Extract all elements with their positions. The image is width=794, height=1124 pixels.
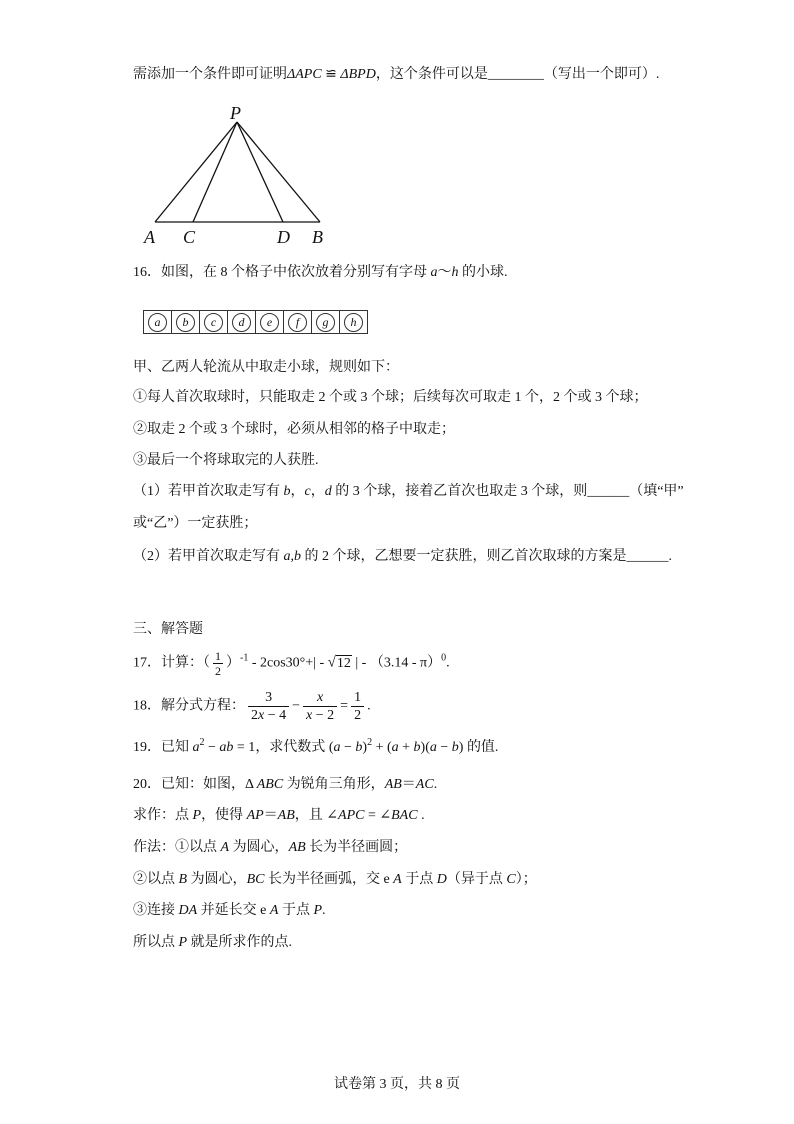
q19-seg: − — [436, 740, 452, 755]
q16-letter: b — [283, 484, 291, 499]
q19-var: a — [429, 740, 437, 755]
q20-seg: 为圆心， — [229, 840, 289, 855]
q16-letter: a — [430, 265, 438, 280]
q20-var: AB — [288, 840, 306, 855]
ball: f — [288, 313, 307, 332]
q16-rule-2: ②取走 2 个或 3 个球时，必须从相邻的格子中取走； — [133, 422, 455, 437]
q16-part1-seg: ， — [310, 484, 325, 499]
q16-part2 — [133, 547, 672, 567]
q18-var-x: x — [306, 708, 313, 723]
q16-part2-seg: , — [290, 549, 294, 564]
q20-seg: 所以点 — [133, 935, 179, 950]
q18-operator: − — [292, 698, 301, 714]
q19-seg: + ( — [372, 740, 392, 755]
page-footer: 试卷第 3 页，共 8 页 — [334, 1077, 460, 1092]
q15-delta: Δ — [287, 67, 296, 82]
q18-numerator: 1 — [351, 689, 364, 707]
q20-var: BC — [246, 872, 265, 887]
q20-seg: ，且 — [294, 808, 327, 823]
q17-paren: （ — [203, 655, 210, 671]
q18-var-x: x — [258, 708, 265, 723]
q19-var: a — [192, 740, 200, 755]
q20-seg: . — [322, 903, 326, 918]
ball: h — [344, 313, 363, 332]
q19-seg: 的值. — [463, 740, 499, 755]
q20-seg: ③连接 — [133, 903, 179, 918]
q16-intro — [133, 263, 508, 283]
q16-letter: b — [294, 549, 301, 564]
label-a: A — [144, 227, 155, 247]
q15-triangle-bpd: BPD — [348, 67, 376, 82]
q20-line-5 — [133, 901, 326, 921]
q20-var: BAC — [391, 808, 418, 823]
q19-var: b — [413, 740, 421, 755]
q20-triangle-sign: Δ — [245, 777, 257, 792]
q16-letter: a — [283, 549, 291, 564]
q18-denominator — [248, 707, 289, 724]
q20-seg: 为圆心， — [187, 872, 247, 887]
q19-var: a — [333, 740, 341, 755]
q19-seg: ) — [362, 740, 368, 755]
ball-grid — [143, 310, 368, 334]
ball: d — [232, 313, 251, 332]
q17 — [133, 649, 450, 678]
label-d: D — [277, 227, 290, 247]
q20-var: ABC — [256, 777, 284, 792]
q16-part2-answer-blank: ______ — [626, 549, 669, 564]
q16-intro-seg: 的小球. — [458, 265, 508, 280]
q18-numerator: 3 — [248, 689, 289, 707]
q16-part2-seg: . — [668, 549, 672, 564]
q16-rules-intro: 甲、乙两人轮流从中取走小球，规则如下： — [133, 360, 399, 375]
q20-seg: 20．已知：如图， — [133, 777, 245, 792]
ball: e — [260, 313, 279, 332]
q17-exponent: -1 — [240, 652, 249, 664]
q16-letter: d — [324, 484, 332, 499]
angle-icon: ∠ — [379, 808, 392, 823]
q20-seg: ②以点 — [133, 872, 179, 887]
triangle-figure — [130, 100, 350, 250]
q18 — [133, 689, 371, 724]
q20-var: A — [269, 903, 279, 918]
q18-numerator: x — [303, 689, 337, 707]
q16-part1-line1 — [133, 482, 684, 502]
q20-seg: . — [417, 808, 425, 823]
q20-seg: = — [364, 808, 380, 823]
q19-var: b — [451, 740, 459, 755]
label-c: C — [183, 227, 196, 247]
q20-seg: ＝ — [263, 808, 278, 823]
q20-seg: ＝ — [401, 777, 416, 792]
q16-part1-seg: ， — [290, 484, 305, 499]
q16-rule-3: ③最后一个将球取完的人获胜. — [133, 453, 319, 468]
q20-line-4 — [133, 870, 537, 890]
q20-var: AB — [277, 808, 295, 823]
q17-numerator: 1 — [215, 649, 221, 663]
q15-seg: ，这个条件可以是 — [375, 67, 488, 82]
q20-line-1 — [133, 775, 437, 795]
grid-cell — [200, 311, 228, 333]
ball: c — [204, 313, 223, 332]
q20-seg: . — [433, 777, 438, 792]
label-p: P — [230, 103, 241, 123]
q17-label: 17．计算： — [133, 655, 203, 671]
q20-var: APC — [338, 808, 365, 823]
q18-seg: . — [367, 698, 371, 714]
label-b: B — [312, 227, 323, 247]
q16-letter: h — [451, 265, 459, 280]
grid-cell — [172, 311, 200, 333]
q19-seg: + — [398, 740, 414, 755]
q20-seg: 就是所求作的点. — [187, 935, 293, 950]
q19-seg: − — [340, 740, 356, 755]
q16-part1-seg: 的 3 个球，接着乙首次也取走 3 个球，则 — [331, 484, 588, 499]
q20-seg: 长为半径画圆； — [305, 840, 408, 855]
q19-seg: 19．已知 — [133, 740, 193, 755]
q18-fraction-3 — [351, 689, 364, 724]
q16-part1-seg: （填“甲” — [629, 484, 684, 499]
q15-seg: 需添加一个条件即可证明 — [133, 67, 287, 82]
q16-part1-line2: 或“乙”）一定获胜； — [133, 516, 258, 531]
q20-var: AC — [415, 777, 434, 792]
q18-den-seg: − 2 — [312, 708, 335, 723]
q20-var: P — [178, 935, 188, 950]
grid-cell — [284, 311, 312, 333]
q20-var: AB — [384, 777, 402, 792]
q16-part2-seg: 的 2 个球，乙想要一定获胜，则乙首次取球的方案是 — [301, 549, 627, 564]
q15-seg: （写出一个即可）. — [543, 67, 660, 82]
ball: b — [176, 313, 195, 332]
grid-cell — [228, 311, 256, 333]
q17-seg: - 2cos30°+| - — [248, 655, 328, 671]
grid-cell — [312, 311, 340, 333]
q20-seg: 求作：点 — [133, 808, 193, 823]
q16-intro-seg: 16．如图，在 8 个格子中依次放着分别写有字母 — [133, 265, 431, 280]
q20-var: C — [506, 872, 516, 887]
q19-exponent: 2 — [199, 737, 205, 748]
q20-seg: 长为半径画弧，交 e — [264, 872, 394, 887]
q20-seg: （异于点 — [446, 872, 507, 887]
q16-intro-seg: ～ — [437, 265, 452, 280]
q15-text — [133, 65, 659, 85]
q15-delta: Δ — [340, 67, 349, 82]
q16-part1-seg: （1）若甲首次取走写有 — [133, 484, 284, 499]
q18-label: 18．解分式方程： — [133, 698, 245, 714]
q20-var: DA — [178, 903, 198, 918]
q20-var: P — [192, 808, 202, 823]
q20-seg: 作法：①以点 — [133, 840, 221, 855]
q17-paren: ） — [226, 655, 240, 671]
q16-rule-1: ①每人首次取球时，只能取走 2 个或 3 个球；后续每次可取走 1 个，2 个或 3 个球； — [133, 390, 648, 405]
q19-var: ab — [219, 740, 234, 755]
q19-var: a — [391, 740, 399, 755]
q18-denominator — [303, 707, 337, 724]
q20-seg: 并延长交 e — [197, 903, 270, 918]
q16-part1-answer-blank: ______ — [587, 484, 630, 499]
q19-seg: ( — [328, 740, 334, 755]
q18-equals: = — [340, 698, 349, 714]
q18-den-seg: 2 — [251, 708, 258, 723]
q20-seg: 于点 — [278, 903, 314, 918]
q18-denominator: 2 — [354, 708, 362, 723]
q20-var: A — [220, 840, 230, 855]
q16-part2-seg: （2）若甲首次取走写有 — [133, 549, 284, 564]
q17-exponent: 0 — [441, 652, 447, 664]
q20-seg: ，使得 — [201, 808, 247, 823]
q19-seg: − — [204, 740, 220, 755]
q19-seg: ) — [458, 740, 464, 755]
q17-fraction — [213, 649, 223, 678]
q19-seg: = 1 — [233, 740, 256, 755]
q20-seg: 于点 — [401, 872, 437, 887]
q17-radicand: 12 — [336, 655, 351, 671]
q20-var: B — [178, 872, 188, 887]
q20-line-6 — [133, 933, 292, 953]
ball: g — [316, 313, 335, 332]
q16-letter: c — [304, 484, 311, 499]
q20-seg: 为锐角三角形， — [283, 777, 385, 792]
q18-fraction-1 — [248, 689, 289, 724]
grid-cell — [340, 311, 368, 333]
q20-var: A — [393, 872, 402, 887]
q20-seg: ）； — [515, 872, 537, 887]
grid-cell — [256, 311, 284, 333]
q20-line-2 — [133, 806, 425, 826]
q20-var: AP — [246, 808, 264, 823]
q15-triangle-apc: APC — [295, 67, 322, 82]
segment-pc — [193, 122, 237, 222]
q19-exponent: 2 — [367, 737, 373, 748]
q15-answer-blank: ________ — [487, 67, 544, 82]
segment-pd — [237, 122, 283, 222]
ball: a — [148, 313, 167, 332]
section-heading: 三、解答题 — [133, 622, 203, 637]
q19 — [133, 738, 498, 758]
q18-fraction-2 — [303, 689, 337, 724]
q17-seg: . — [446, 655, 450, 671]
q17-denominator: 2 — [215, 664, 221, 678]
q20-line-3 — [133, 838, 407, 858]
segment-pa — [155, 122, 237, 222]
angle-icon: ∠ — [326, 808, 339, 823]
q19-var: b — [355, 740, 363, 755]
q20-var: P — [313, 903, 323, 918]
q18-den-seg: − 4 — [264, 708, 287, 723]
q19-seg: ，求代数式 — [255, 740, 329, 755]
grid-cell — [144, 311, 172, 333]
q17-seg: | - （3.14 - π） — [351, 655, 442, 671]
q20-var: D — [436, 872, 447, 887]
q19-seg: )( — [420, 740, 430, 755]
sqrt-icon: √ — [327, 654, 336, 671]
q15-congruent-sign: ≌ — [321, 67, 341, 82]
segment-pb — [237, 122, 320, 222]
